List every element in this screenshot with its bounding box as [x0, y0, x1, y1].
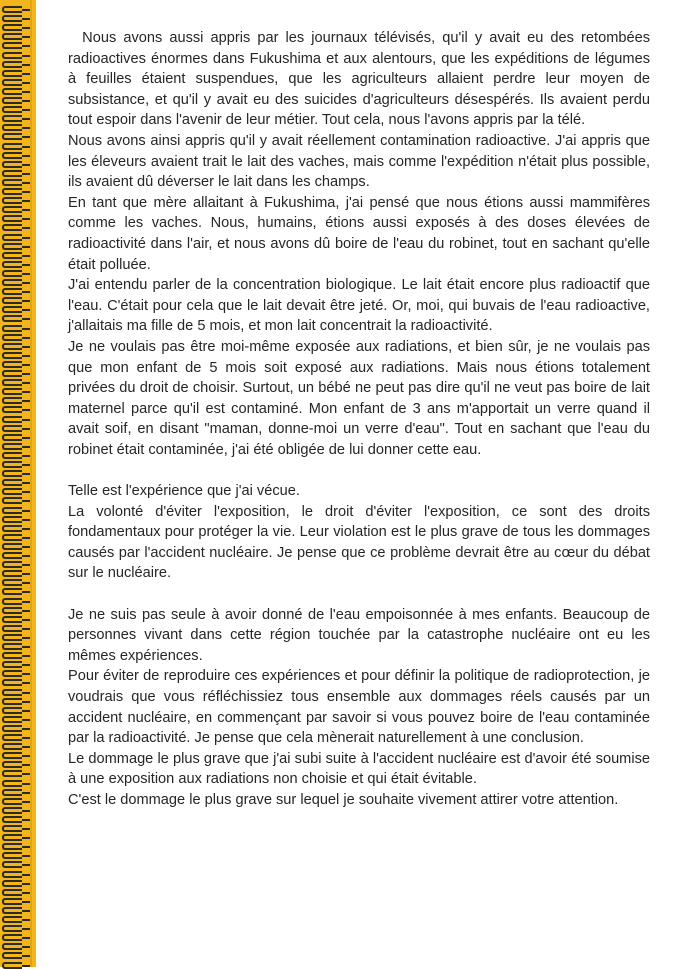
paragraph-10: Le dommage le plus grave que j'ai subi suite à l'accident nucléaire est d'avoir été soumise à une exposition aux radiations non choisie et qui était évitable. — [68, 750, 650, 788]
binding-ring — [2, 889, 22, 896]
binding-ring — [2, 425, 22, 432]
binding-ring — [2, 689, 22, 696]
document-body — [68, 28, 655, 811]
paragraph-9: Pour éviter de reproduire ces expériences et pour définir la politique de radioprotection, je voudrais que vous réfléchissiez tous ensemble aux dommages réels causés par un accident nucléaire, en commençant par savoir si vous pouvez boire de l'eau contaminée par la radioactivité. Je pense que cela mènerait naturellement à une conclusion. — [68, 668, 650, 747]
binding-ring — [2, 734, 22, 741]
paragraph-5: Je ne voulais pas être moi-même exposée aux radiations, et bien sûr, je ne voulais pas que mon enfant de 5 mois soit exposé aux radiations. Mais nous étions totalement privées du droit de choisir. Surtout, un bébé ne peut pas dire qu'il ne veut pas boire de lait maternel parce qu'il est contaminé. Mon enfant de 3 ans m'apportait un verre quand il avait soif, en disant "maman, donne-moi un verre d'eau". Tout en sachant que l'eau du robinet était contaminée, j'ai été obligée de lui donner cette eau. — [68, 338, 650, 458]
binding-ring — [2, 816, 22, 823]
binding-ring — [2, 52, 22, 59]
binding-ring — [2, 452, 22, 459]
binding-ring — [2, 552, 22, 559]
notebook-spiral-binding — [0, 0, 36, 967]
binding-ring — [2, 488, 22, 495]
binding-ring — [2, 598, 22, 605]
binding-ring — [2, 943, 22, 950]
binding-ring — [2, 115, 22, 122]
binding-ring — [2, 79, 22, 86]
binding-ring — [2, 871, 22, 878]
binding-ring — [2, 825, 22, 832]
paragraph-2: Nous avons ainsi appris qu'il y avait réellement contamination radioactive. J'ai appris que les éleveurs avaient trait le lait des vaches, mais comme l'expédition n'était plus possible, ils avaient dû déverser le lait dans les champs. — [68, 132, 650, 191]
binding-ring — [2, 625, 22, 632]
binding-ring — [2, 588, 22, 595]
binding-ring — [2, 388, 22, 395]
binding-ring — [2, 170, 22, 177]
binding-ring — [2, 679, 22, 686]
binding-ring — [2, 770, 22, 777]
binding-ring — [2, 725, 22, 732]
binding-ring — [2, 479, 22, 486]
binding-ring — [2, 42, 22, 49]
binding-ring — [2, 334, 22, 341]
binding-ring — [2, 962, 22, 969]
binding-ring — [2, 880, 22, 887]
binding-ring — [2, 643, 22, 650]
binding-ring — [2, 361, 22, 368]
binding-ring — [2, 352, 22, 359]
binding-ring — [2, 834, 22, 841]
binding-ring — [2, 88, 22, 95]
binding-ring — [2, 789, 22, 796]
binding-ring — [2, 516, 22, 523]
binding-ring — [2, 852, 22, 859]
binding-ring — [2, 670, 22, 677]
binding-ring — [2, 534, 22, 541]
binding-ring — [2, 261, 22, 268]
binding-ring — [2, 270, 22, 277]
paragraph-8: Je ne suis pas seule à avoir donné de l'eau empoisonnée à mes enfants. Beaucoup de personnes vivant dans cette région touchée par la catastrophe nucléaire ont eu les mêmes expériences. — [68, 606, 650, 664]
binding-ring — [2, 197, 22, 204]
binding-ring — [2, 497, 22, 504]
binding-ring — [2, 143, 22, 150]
binding-ring — [2, 70, 22, 77]
binding-ring — [2, 798, 22, 805]
binding-ring — [2, 24, 22, 31]
paragraph-1: Nous avons aussi appris par les journaux télévisés, qu'il y avait eu des retombées radioactives énormes dans Fukushima et aux alentours, que les expéditions de légumes à feuilles étaient suspendues, que les agriculteurs allaient perdre leur moyen de subsistance, et qu'il y avait eu des suicides d'agriculteurs désespérés. Ils avaient perdu tout espoir dans l'avenir de leur métier. Tout cela, nous l'avons appris par la télé. — [68, 30, 655, 129]
binding-ring — [2, 124, 22, 131]
binding-ring — [2, 33, 22, 40]
binding-ring — [2, 761, 22, 768]
binding-ring — [2, 952, 22, 959]
binding-ring — [2, 925, 22, 932]
binding-ring — [2, 416, 22, 423]
binding-ring — [2, 15, 22, 22]
binding-ring — [2, 752, 22, 759]
binding-ring — [2, 470, 22, 477]
binding-ring — [2, 325, 22, 332]
binding-ring — [2, 152, 22, 159]
binding-ring — [2, 579, 22, 586]
binding-ring — [2, 279, 22, 286]
binding-ring — [2, 379, 22, 386]
binding-ring — [2, 916, 22, 923]
binding-ring — [2, 288, 22, 295]
binding-ring — [2, 507, 22, 514]
binding-ring — [2, 397, 22, 404]
binding-ring — [2, 743, 22, 750]
binding-ring — [2, 343, 22, 350]
binding-ring — [2, 297, 22, 304]
binding-ring — [2, 461, 22, 468]
binding-ring — [2, 707, 22, 714]
binding-ring — [2, 861, 22, 868]
binding-ring — [2, 234, 22, 241]
binding-ring — [2, 661, 22, 668]
binding-ring — [2, 907, 22, 914]
binding-ring — [2, 634, 22, 641]
paragraph-7: La volonté d'éviter l'exposition, le droit d'éviter l'exposition, ce sont des droits fondamentaux pour protéger la vie. Leur violation est le plus grave de tous les dommages causés par l'accident nucléaire. Je pense que ce problème devrait être au cœur du débat sur le nucléaire. — [68, 503, 650, 582]
binding-ring — [2, 252, 22, 259]
binding-ring — [2, 224, 22, 231]
binding-ring — [2, 443, 22, 450]
binding-ring — [2, 315, 22, 322]
binding-ring — [2, 243, 22, 250]
binding-ring — [2, 206, 22, 213]
binding-ring — [2, 188, 22, 195]
binding-ring — [2, 97, 22, 104]
binding-ring — [2, 807, 22, 814]
paragraph-3: En tant que mère allaitant à Fukushima, j'ai pensé que nous étions aussi mammifères comme les vaches. Nous, humains, étions aussi exposés à des doses élevées de radioactivité dans l'air, et nous avons dû boire de l'eau du robinet, tout en sachant qu'elle était polluée. — [68, 194, 650, 273]
binding-ring — [2, 133, 22, 140]
binding-ring — [2, 561, 22, 568]
binding-ring — [2, 898, 22, 905]
binding-ring — [2, 61, 22, 68]
binding-ring — [2, 161, 22, 168]
binding-ring — [2, 6, 22, 13]
binding-ring — [2, 543, 22, 550]
binding-ring — [2, 306, 22, 313]
paragraph-6: Telle est l'expérience que j'ai vécue. — [68, 483, 300, 500]
binding-ring — [2, 179, 22, 186]
paragraph-4: J'ai entendu parler de la concentration biologique. Le lait était encore plus radioactif que l'eau. C'était pour cela que le lait devait être jeté. Or, moi, qui buvais de l'eau radioactive, j'allaitais ma fille de 5 mois, et mon lait concentrait la radioactivité. — [68, 277, 650, 335]
binding-ring — [2, 434, 22, 441]
binding-ring — [2, 652, 22, 659]
binding-ring — [2, 607, 22, 614]
binding-ring — [2, 525, 22, 532]
binding-ring — [2, 406, 22, 413]
binding-ring — [2, 843, 22, 850]
binding-ring — [2, 215, 22, 222]
binding-ring — [2, 716, 22, 723]
paragraph-11: C'est le dommage le plus grave sur lequel je souhaite vivement attirer votre attention. — [68, 791, 619, 808]
binding-ring — [2, 370, 22, 377]
binding-ring — [2, 934, 22, 941]
binding-ring — [2, 780, 22, 787]
binding-ring — [2, 698, 22, 705]
binding-ring — [2, 106, 22, 113]
binding-ring — [2, 616, 22, 623]
binding-ring — [2, 570, 22, 577]
